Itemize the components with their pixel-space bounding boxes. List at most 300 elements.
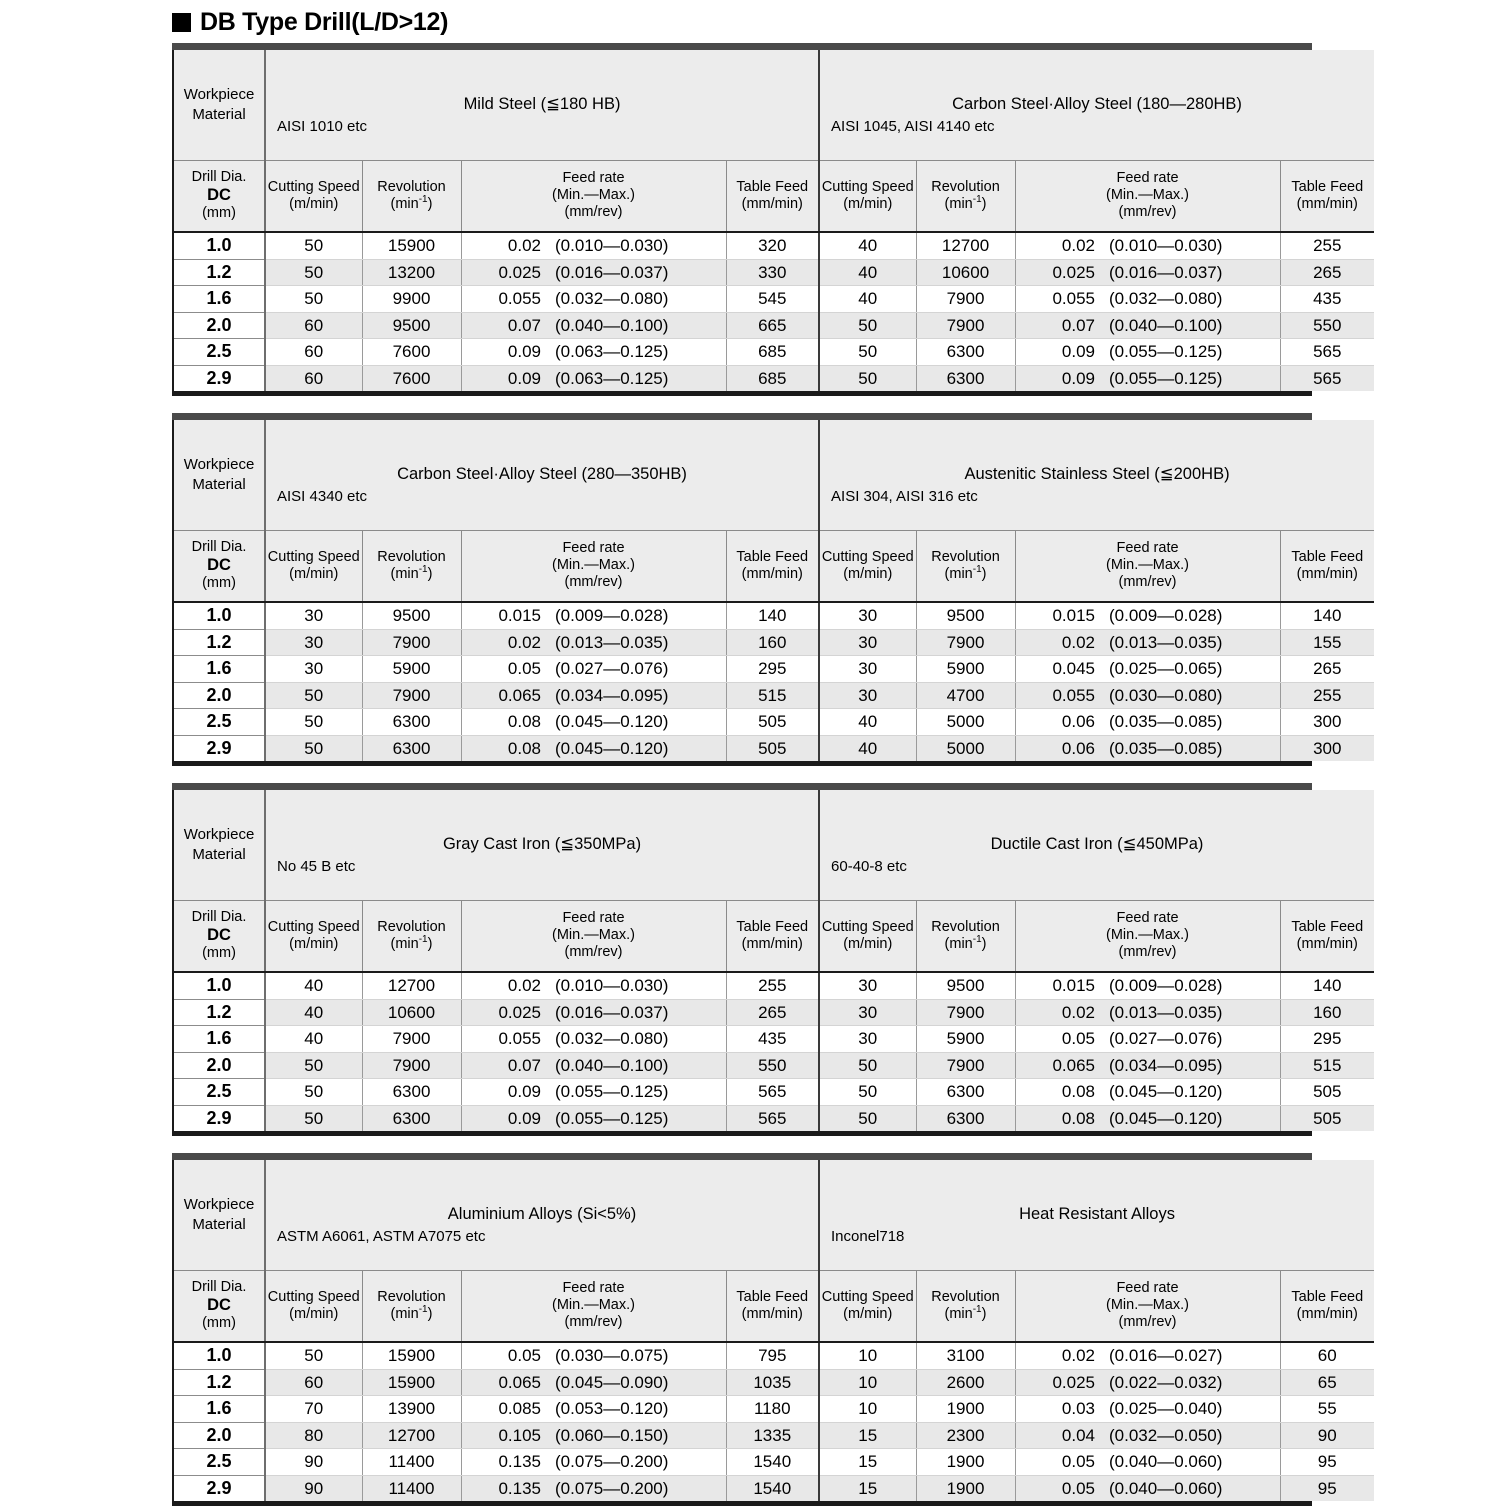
cell-feed-range-right: (0.040—0.100) (1109, 315, 1223, 335)
cell-feed-range-left: (0.032—0.080) (555, 1029, 669, 1048)
col-header-feed-rate-left (461, 900, 726, 972)
cell-table-feed-right: 90 (1280, 1422, 1374, 1449)
cell-cutting-speed-left: 30 (265, 656, 362, 683)
col-header-feed-rate-line1: Feed rate (562, 540, 625, 557)
cell-feed-rate-right (1015, 1475, 1280, 1501)
col-header-revolution-right (916, 1270, 1015, 1342)
cell-feed-range-right: (0.055—0.125) (1109, 368, 1223, 388)
cell-feed-value-right: 0.06 (1061, 738, 1096, 758)
cell-cutting-speed-left: 70 (265, 1396, 362, 1423)
cell-feed-rate-left (461, 1342, 726, 1369)
cell-table-feed-left: 160 (726, 629, 819, 656)
cell-feed-range-right: (0.045—0.120) (1109, 1108, 1223, 1128)
cell-feed-range-right: (0.009—0.028) (1109, 976, 1223, 995)
cell-cutting-speed-right: 30 (819, 682, 916, 709)
col-header-revolution-right (916, 900, 1015, 972)
cell-revolution-right: 6300 (916, 1079, 1015, 1106)
cell-feed-rate-right (1015, 682, 1280, 709)
cell-table-feed-left: 505 (726, 709, 819, 736)
cell-table-feed-right: 140 (1280, 972, 1374, 999)
cell-feed-range-left: (0.060—0.150) (555, 1425, 669, 1445)
cell-feed-range-right: (0.025—0.065) (1109, 659, 1223, 678)
workpiece-material-line1: Workpiece (183, 826, 255, 844)
table-row (174, 339, 1374, 366)
cell-table-feed-left: 1180 (726, 1396, 819, 1423)
cell-feed-range-right: (0.035—0.085) (1109, 712, 1223, 731)
cell-feed-value-right: 0.055 (1052, 289, 1096, 308)
cell-cutting-speed-left: 90 (265, 1475, 362, 1501)
cell-feed-rate-left (461, 1396, 726, 1423)
col-header-feed-rate-line3: (mm/rev) (564, 944, 623, 961)
col-header-cutting-speed-line2: (m/min) (289, 565, 339, 582)
cell-drill-dia: 1.0 (174, 1342, 265, 1369)
cell-cutting-speed-right: 50 (819, 1079, 916, 1106)
cell-cutting-speed-left: 30 (265, 602, 362, 629)
cell-cutting-speed-left: 60 (265, 339, 362, 366)
col-header-feed-rate-left (461, 1270, 726, 1342)
col-header-table-feed-line2: (mm/min) (741, 935, 803, 952)
col-header-revolution-right (916, 160, 1015, 232)
col-header-revolution-line1: Revolution (931, 918, 1000, 935)
cell-feed-range-left: (0.030—0.075) (555, 1346, 669, 1365)
cell-revolution-right: 1900 (916, 1475, 1015, 1501)
col-header-revolution-line2: $(\min^{-1})$ (944, 933, 987, 952)
cell-feed-rate-right (1015, 972, 1280, 999)
col-header-revolution-line1: Revolution (931, 548, 1000, 565)
cell-cutting-speed-left: 60 (265, 365, 362, 391)
col-header-revolution-line1: Revolution (377, 918, 446, 935)
cell-feed-rate-right (1015, 286, 1280, 313)
material-grade-left: AISI 4340 etc (277, 487, 368, 505)
cell-feed-value-right: 0.05 (1061, 1452, 1095, 1471)
cell-table-feed-right: 255 (1280, 682, 1374, 709)
col-header-feed-rate-line1: Feed rate (1116, 910, 1179, 927)
col-header-feed-rate-line2: (Min.—Max.) (1106, 927, 1189, 944)
cell-drill-dia: 2.0 (174, 1052, 265, 1079)
cell-revolution-left: 9500 (362, 312, 461, 339)
cell-feed-rate-right (1015, 1422, 1280, 1449)
cell-revolution-left: 13900 (362, 1396, 461, 1423)
cell-feed-rate-left (461, 709, 726, 736)
col-header-cutting-speed-right (819, 530, 916, 602)
col-header-table-feed-line1: Table Feed (1291, 1288, 1364, 1305)
col-header-cutting-speed-right (819, 160, 916, 232)
col-header-feed-rate-left (461, 530, 726, 602)
cell-feed-range-right: (0.027—0.076) (1109, 1029, 1223, 1048)
cell-revolution-left: 12700 (362, 1422, 461, 1449)
cell-table-feed-right: 295 (1280, 1026, 1374, 1053)
cell-feed-value-right: 0.02 (1061, 1002, 1096, 1022)
material-cell-left (265, 420, 819, 530)
cell-feed-rate-right (1015, 602, 1280, 629)
cell-revolution-right: 7900 (916, 286, 1015, 313)
col-header-table-feed-left (726, 1270, 819, 1342)
cell-drill-dia: 2.9 (174, 1105, 265, 1131)
cell-table-feed-right: 55 (1280, 1396, 1374, 1423)
cell-table-feed-right: 515 (1280, 1052, 1374, 1079)
cell-drill-dia: 1.6 (174, 1026, 265, 1053)
cell-feed-range-left: (0.013—0.035) (555, 632, 669, 652)
cell-revolution-left: 6300 (362, 709, 461, 736)
table-row (174, 1079, 1374, 1106)
col-header-table-feed-left (726, 900, 819, 972)
cell-cutting-speed-left: 60 (265, 1369, 362, 1396)
cell-table-feed-left: 515 (726, 682, 819, 709)
cell-feed-range-left: (0.075—0.200) (555, 1478, 669, 1498)
table-bottom-rule (172, 391, 1312, 396)
cell-revolution-right: 1900 (916, 1396, 1015, 1423)
cell-cutting-speed-right: 30 (819, 972, 916, 999)
cell-table-feed-right: 255 (1280, 232, 1374, 259)
material-cell-right (819, 50, 1374, 160)
col-header-cutting-speed-line1: Cutting Speed (821, 178, 914, 195)
cell-cutting-speed-left: 90 (265, 1449, 362, 1476)
col-header-cutting-speed-line1: Cutting Speed (821, 918, 914, 935)
col-header-drill-dia-line1: Drill Dia. (191, 168, 247, 185)
material-cell-right (819, 420, 1374, 530)
spec-table-0 (172, 43, 1364, 396)
cell-feed-rate-left (461, 602, 726, 629)
cell-feed-rate-left (461, 999, 726, 1026)
cell-revolution-right: 1900 (916, 1449, 1015, 1476)
cell-cutting-speed-right: 30 (819, 999, 916, 1026)
workpiece-material-label (174, 1160, 265, 1270)
cell-feed-range-left: (0.016—0.037) (555, 262, 669, 282)
cell-table-feed-right: 505 (1280, 1105, 1374, 1131)
col-header-drill-dia (174, 1270, 265, 1342)
material-name-right: Heat Resistant Alloys (1019, 1204, 1175, 1223)
cell-feed-rate-left (461, 1422, 726, 1449)
cell-feed-range-left: (0.045—0.120) (555, 738, 669, 758)
cell-drill-dia: 1.2 (174, 629, 265, 656)
cell-cutting-speed-left: 50 (265, 682, 362, 709)
cell-revolution-left: 6300 (362, 1105, 461, 1131)
table-bottom-rule (172, 1501, 1312, 1506)
workpiece-material-line2: Material (192, 475, 246, 493)
cell-feed-value-right: 0.03 (1061, 1399, 1095, 1418)
col-header-revolution-line2: $(\min^{-1})$ (390, 933, 433, 952)
col-header-table-feed-line1: Table Feed (1291, 178, 1364, 195)
col-header-revolution-line2: $(\min^{-1})$ (944, 1303, 987, 1322)
col-header-revolution-left (362, 900, 461, 972)
cell-feed-value-right: 0.015 (1052, 976, 1096, 995)
cell-table-feed-right: 155 (1280, 629, 1374, 656)
cell-feed-rate-left (461, 656, 726, 683)
workpiece-material-line1: Workpiece (183, 456, 255, 474)
col-header-drill-dia-line3: (mm) (202, 205, 236, 222)
cell-table-feed-left: 1540 (726, 1449, 819, 1476)
cell-feed-value-right: 0.08 (1061, 1082, 1096, 1101)
cell-revolution-right: 6300 (916, 365, 1015, 391)
material-name-left: Mild Steel (≦180 HB) (463, 94, 621, 113)
cell-feed-range-left: (0.010—0.030) (555, 236, 669, 255)
cell-feed-value-right: 0.02 (1061, 236, 1096, 255)
cell-cutting-speed-right: 40 (819, 735, 916, 761)
col-header-table-feed-right (1280, 530, 1374, 602)
cell-drill-dia: 1.2 (174, 999, 265, 1026)
table-row (174, 312, 1374, 339)
cell-cutting-speed-right: 40 (819, 232, 916, 259)
material-name-left: Aluminium Alloys (Si<5%) (447, 1204, 637, 1223)
cell-table-feed-left: 505 (726, 735, 819, 761)
col-header-feed-rate-line2: (Min.—Max.) (552, 187, 635, 204)
cell-revolution-right: 9500 (916, 602, 1015, 629)
cell-cutting-speed-left: 50 (265, 259, 362, 286)
cell-feed-range-right: (0.035—0.085) (1109, 738, 1223, 758)
col-header-feed-rate-line1: Feed rate (562, 170, 625, 187)
material-cell-left (265, 50, 819, 160)
col-header-table-feed-line1: Table Feed (1291, 918, 1364, 935)
col-header-table-feed-line2: (mm/min) (741, 565, 803, 582)
col-header-revolution-line1: Revolution (377, 178, 446, 195)
cell-feed-value-left: 0.02 (507, 236, 541, 255)
cell-cutting-speed-right: 10 (819, 1369, 916, 1396)
table-row (174, 1052, 1374, 1079)
cell-cutting-speed-left: 50 (265, 709, 362, 736)
cell-cutting-speed-right: 15 (819, 1422, 916, 1449)
cell-feed-range-right: (0.009—0.028) (1109, 606, 1223, 625)
cell-feed-range-right: (0.016—0.037) (1109, 262, 1223, 282)
cell-cutting-speed-right: 50 (819, 1052, 916, 1079)
col-header-feed-rate-line1: Feed rate (562, 910, 625, 927)
cell-revolution-right: 7900 (916, 629, 1015, 656)
cell-cutting-speed-right: 30 (819, 1026, 916, 1053)
cell-feed-rate-right (1015, 735, 1280, 761)
cell-revolution-right: 12700 (916, 232, 1015, 259)
cell-drill-dia: 1.6 (174, 286, 265, 313)
table-row (174, 602, 1374, 629)
cell-cutting-speed-right: 15 (819, 1475, 916, 1501)
cell-revolution-right: 4700 (916, 682, 1015, 709)
table-row (174, 232, 1374, 259)
col-header-cutting-speed-left (265, 530, 362, 602)
cell-feed-range-right: (0.022—0.032) (1109, 1372, 1223, 1392)
cell-feed-range-right: (0.032—0.080) (1109, 289, 1223, 308)
col-header-cutting-speed-right (819, 900, 916, 972)
cell-revolution-right: 3100 (916, 1342, 1015, 1369)
cell-feed-rate-left (461, 1475, 726, 1501)
table-row (174, 1449, 1374, 1476)
col-header-cutting-speed-line1: Cutting Speed (267, 178, 360, 195)
col-header-drill-dia-line2: DC (207, 926, 231, 945)
page-title (172, 10, 448, 35)
cell-feed-rate-right (1015, 365, 1280, 391)
cell-drill-dia: 1.0 (174, 602, 265, 629)
spec-table-1 (172, 413, 1364, 766)
cell-feed-range-right: (0.010—0.030) (1109, 236, 1223, 255)
cell-feed-rate-left (461, 682, 726, 709)
cell-cutting-speed-left: 60 (265, 312, 362, 339)
col-header-table-feed-line2: (mm/min) (1296, 565, 1358, 582)
col-header-table-feed-left (726, 160, 819, 232)
cell-cutting-speed-left: 40 (265, 1026, 362, 1053)
workpiece-material-line2: Material (192, 1215, 246, 1233)
cell-feed-range-left: (0.032—0.080) (555, 289, 669, 308)
cell-table-feed-right: 265 (1280, 259, 1374, 286)
cell-feed-range-left: (0.075—0.200) (555, 1452, 669, 1471)
col-header-cutting-speed-line2: (m/min) (843, 195, 893, 212)
workpiece-material-line2: Material (192, 845, 246, 863)
cell-feed-rate-left (461, 286, 726, 313)
cell-feed-rate-left (461, 629, 726, 656)
cell-revolution-left: 7900 (362, 682, 461, 709)
table-row (174, 972, 1374, 999)
cell-cutting-speed-right: 15 (819, 1449, 916, 1476)
cell-feed-value-left: 0.025 (498, 262, 541, 282)
cell-feed-value-left: 0.09 (507, 368, 541, 388)
cell-feed-rate-left (461, 259, 726, 286)
workpiece-material-label (174, 790, 265, 900)
cell-cutting-speed-left: 80 (265, 1422, 362, 1449)
cell-feed-rate-right (1015, 259, 1280, 286)
cell-feed-range-right: (0.025—0.040) (1109, 1399, 1223, 1418)
col-header-drill-dia (174, 530, 265, 602)
cell-feed-rate-right (1015, 1105, 1280, 1131)
cell-feed-rate-left (461, 972, 726, 999)
material-grade-left: ASTM A6061, ASTM A7075 etc (277, 1227, 486, 1245)
table-row (174, 286, 1374, 313)
cell-revolution-left: 15900 (362, 1342, 461, 1369)
cell-feed-rate-right (1015, 1026, 1280, 1053)
table-top-rule (172, 43, 1312, 50)
col-header-table-feed-line2: (mm/min) (741, 1305, 803, 1322)
col-header-feed-rate-line3: (mm/rev) (564, 574, 623, 591)
cell-table-feed-right: 550 (1280, 312, 1374, 339)
col-header-drill-dia-line1: Drill Dia. (191, 1278, 247, 1295)
column-header-row (174, 530, 1374, 602)
cell-revolution-right: 6300 (916, 1105, 1015, 1131)
cell-table-feed-left: 1540 (726, 1475, 819, 1501)
table-row (174, 365, 1374, 391)
material-header-row (174, 790, 1374, 900)
workpiece-material-line1: Workpiece (183, 86, 255, 104)
cell-feed-rate-right (1015, 232, 1280, 259)
table-top-rule (172, 1153, 1312, 1160)
cell-feed-value-right: 0.05 (1061, 1029, 1096, 1048)
material-grade-right: Inconel718 (831, 1227, 905, 1245)
cell-feed-range-right: (0.045—0.120) (1109, 1082, 1223, 1101)
col-header-cutting-speed-left (265, 900, 362, 972)
cell-feed-rate-right (1015, 1079, 1280, 1106)
material-cell-left (265, 790, 819, 900)
cell-drill-dia: 2.5 (174, 709, 265, 736)
cell-feed-value-left: 0.055 (498, 289, 541, 308)
col-header-drill-dia-line2: DC (207, 1296, 231, 1315)
cell-feed-range-left: (0.040—0.100) (555, 1055, 669, 1075)
cell-feed-value-left: 0.07 (507, 1055, 541, 1075)
col-header-table-feed-line1: Table Feed (1291, 548, 1364, 565)
col-header-feed-rate-line1: Feed rate (1116, 170, 1179, 187)
col-header-drill-dia-line2: DC (207, 556, 231, 575)
col-header-cutting-speed-line1: Cutting Speed (821, 548, 914, 565)
col-header-cutting-speed-line1: Cutting Speed (267, 1288, 360, 1305)
cell-table-feed-left: 545 (726, 286, 819, 313)
cell-feed-range-left: (0.010—0.030) (555, 976, 669, 995)
col-header-feed-rate-right (1015, 1270, 1280, 1342)
col-header-drill-dia-line2: DC (207, 186, 231, 205)
cell-feed-value-right: 0.04 (1061, 1425, 1095, 1445)
cell-table-feed-left: 550 (726, 1052, 819, 1079)
col-header-drill-dia-line3: (mm) (202, 575, 236, 592)
cell-feed-rate-left (461, 232, 726, 259)
col-header-cutting-speed-line1: Cutting Speed (821, 1288, 914, 1305)
cell-feed-value-right: 0.015 (1052, 606, 1096, 625)
cell-cutting-speed-right: 30 (819, 656, 916, 683)
table-row (174, 682, 1374, 709)
col-header-drill-dia-line1: Drill Dia. (191, 538, 247, 555)
cell-feed-value-left: 0.065 (498, 685, 541, 705)
col-header-feed-rate-line2: (Min.—Max.) (552, 557, 635, 574)
column-header-row (174, 900, 1374, 972)
black-square-bullet-icon (172, 13, 191, 32)
cell-feed-value-left: 0.02 (507, 976, 541, 995)
cell-table-feed-left: 255 (726, 972, 819, 999)
cell-cutting-speed-left: 50 (265, 735, 362, 761)
spec-table-2 (172, 783, 1364, 1136)
material-grade-left: AISI 1010 etc (277, 117, 368, 135)
cell-feed-range-left: (0.045—0.090) (555, 1372, 669, 1392)
cell-feed-range-right: (0.030—0.080) (1109, 685, 1223, 705)
cell-feed-range-left: (0.055—0.125) (555, 1082, 669, 1101)
cell-cutting-speed-left: 50 (265, 1052, 362, 1079)
workpiece-material-label (174, 420, 265, 530)
cell-feed-range-left: (0.045—0.120) (555, 712, 669, 731)
cell-feed-value-left: 0.08 (507, 738, 541, 758)
col-header-feed-rate-line2: (Min.—Max.) (552, 927, 635, 944)
col-header-revolution-left (362, 530, 461, 602)
col-header-feed-rate-left (461, 160, 726, 232)
cell-feed-value-left: 0.09 (507, 1082, 541, 1101)
table-row (174, 1105, 1374, 1131)
cell-feed-value-right: 0.045 (1052, 659, 1096, 678)
cell-feed-rate-right (1015, 709, 1280, 736)
col-header-revolution-line1: Revolution (931, 178, 1000, 195)
material-grade-left: No 45 B etc (277, 857, 356, 875)
cell-cutting-speed-left: 40 (265, 972, 362, 999)
col-header-feed-rate-line3: (mm/rev) (564, 1314, 623, 1331)
table-row (174, 656, 1374, 683)
col-header-revolution-left (362, 160, 461, 232)
cell-revolution-left: 11400 (362, 1449, 461, 1476)
cell-revolution-left: 7900 (362, 1052, 461, 1079)
cell-feed-value-right: 0.025 (1052, 262, 1096, 282)
col-header-revolution-line2: $(\min^{-1})$ (944, 193, 987, 212)
material-cell-right (819, 1160, 1374, 1270)
col-header-table-feed-line2: (mm/min) (1296, 935, 1358, 952)
cell-cutting-speed-left: 50 (265, 1079, 362, 1106)
cell-table-feed-left: 685 (726, 365, 819, 391)
cell-revolution-right: 9500 (916, 972, 1015, 999)
table-row (174, 1026, 1374, 1053)
cell-table-feed-right: 140 (1280, 602, 1374, 629)
column-header-row (174, 160, 1374, 232)
cell-feed-range-right: (0.013—0.035) (1109, 1002, 1223, 1022)
cell-feed-value-right: 0.09 (1061, 368, 1096, 388)
cell-feed-range-right: (0.040—0.060) (1109, 1478, 1223, 1498)
cell-table-feed-right: 95 (1280, 1449, 1374, 1476)
material-grade-right: 60-40-8 etc (831, 857, 907, 875)
cell-feed-rate-left (461, 312, 726, 339)
material-cell-right (819, 790, 1374, 900)
cell-feed-rate-left (461, 1052, 726, 1079)
col-header-table-feed-right (1280, 900, 1374, 972)
table-row (174, 629, 1374, 656)
cell-feed-range-left: (0.063—0.125) (555, 342, 669, 361)
col-header-drill-dia-line3: (mm) (202, 945, 236, 962)
cell-table-feed-right: 95 (1280, 1475, 1374, 1501)
cell-cutting-speed-left: 50 (265, 1105, 362, 1131)
col-header-revolution-line2: $(\min^{-1})$ (390, 193, 433, 212)
